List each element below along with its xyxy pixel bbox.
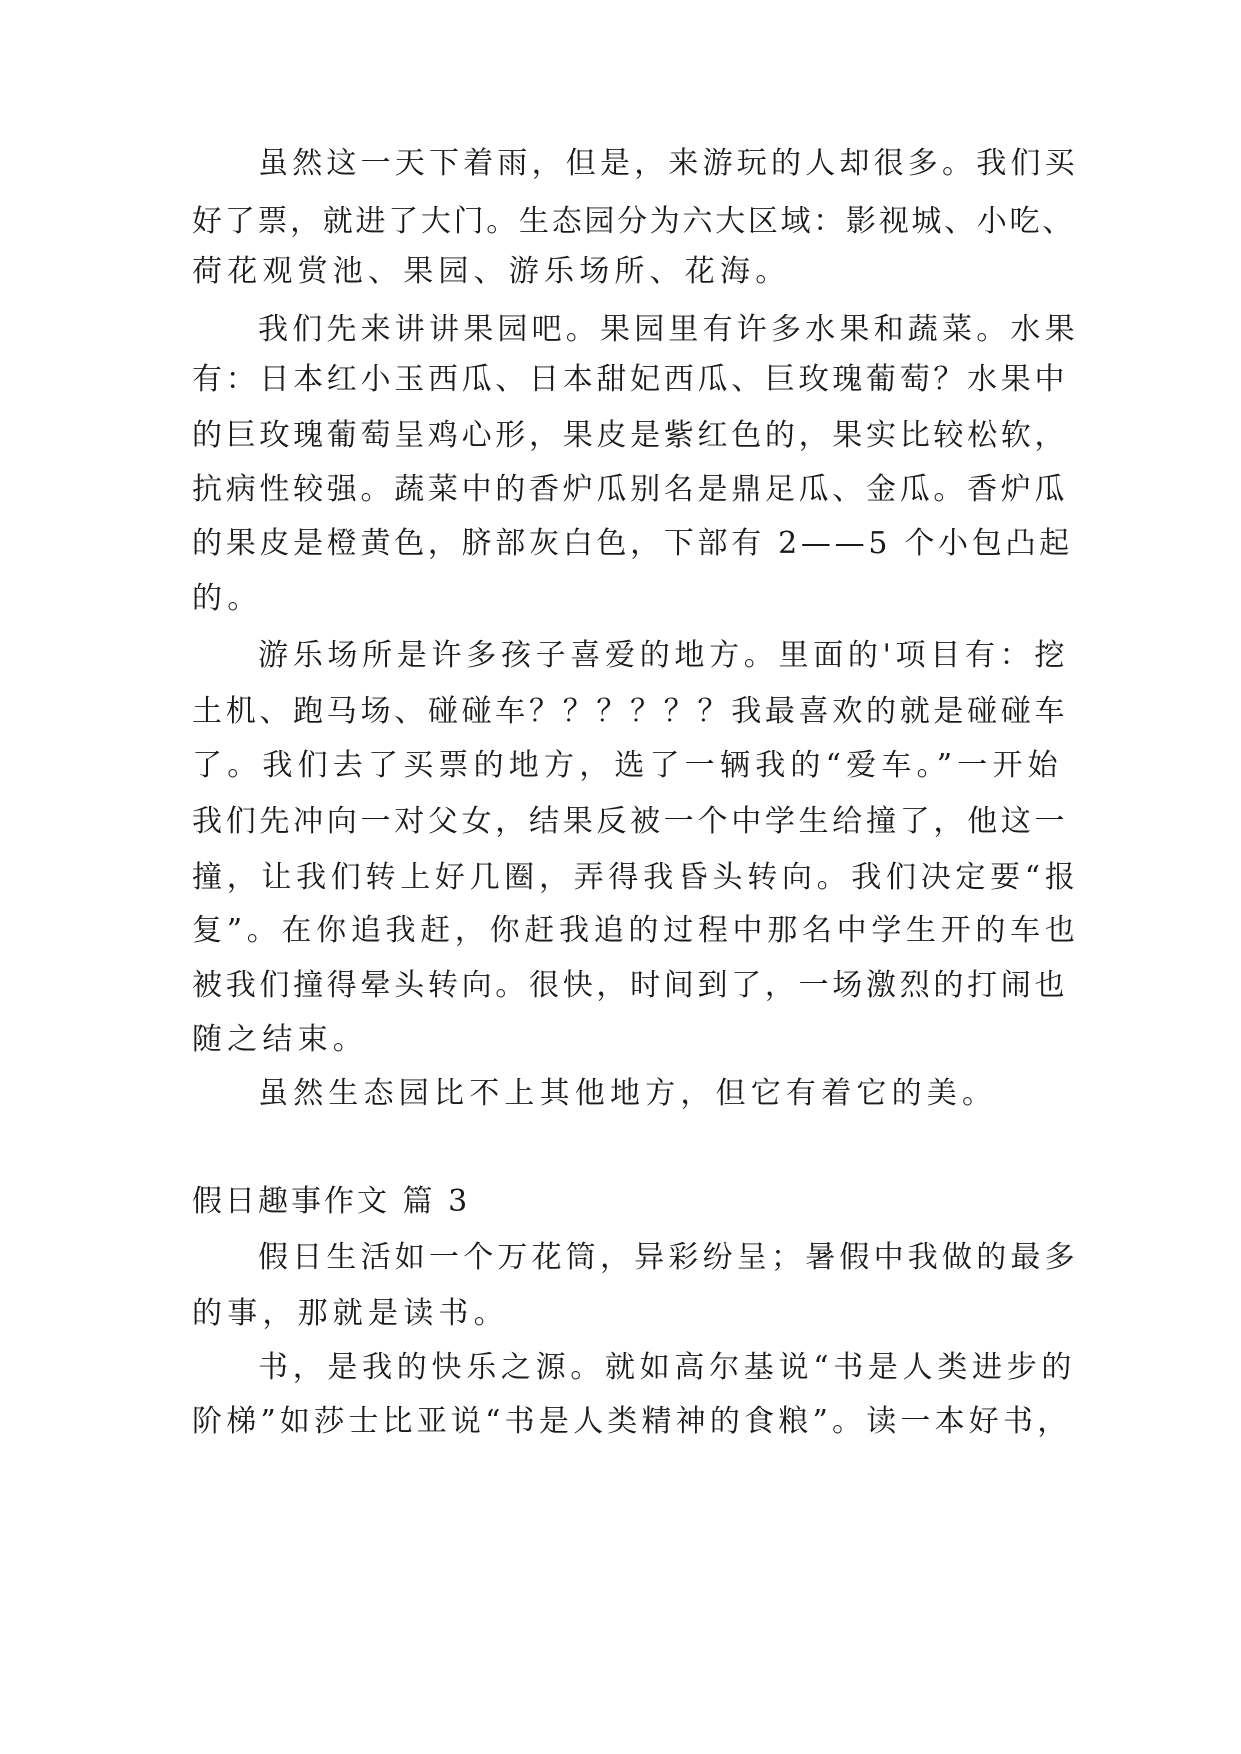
text-line: 虽然生态园比不上其他地方，但它有着它的美。 bbox=[258, 1076, 998, 1111]
text-line: 荷花观赏池、果园、游乐场所、花海。 bbox=[192, 254, 791, 289]
text-line: 被我们撞得晕头转向。很快，时间到了，一场激烈的打闹也 bbox=[192, 968, 1069, 1003]
text-line: 的巨玫瑰葡萄呈鸡心形，果皮是紫红色的，果实比较松软， bbox=[192, 418, 1069, 453]
text-line: 书，是我的快乐之源。就如高尔基说“书是人类进步的 bbox=[258, 1350, 1077, 1385]
text-line: 的事，那就是读书。 bbox=[192, 1296, 509, 1331]
text-line: 虽然这一天下着雨，但是，来游玩的人却很多。我们买 bbox=[258, 146, 1079, 181]
text-line: 复”。在你追我赶，你赶我追的过程中那名中学生开的车也 bbox=[192, 913, 1080, 948]
text-line: 的果皮是橙黄色，脐部灰白色，下部有 2——5 个小包凸起 bbox=[192, 526, 1073, 561]
text-line: 阶梯”如莎士比亚说“书是人类精神的食粮”。读一本好书， bbox=[192, 1404, 1072, 1439]
text-line: 撞，让我们转上好几圈，弄得我昏头转向。我们决定要“报 bbox=[192, 860, 1080, 895]
text-line: 有：日本红小玉西瓜、日本甜妃西瓜、巨玫瑰葡萄？水果中 bbox=[192, 362, 1069, 397]
text-line: 抗病性较强。蔬菜中的香炉瓜别名是鼎足瓜、金瓜。香炉瓜 bbox=[192, 472, 1069, 507]
text-line: 游乐场所是许多孩子喜爱的地方。里面的'项目有：挖 bbox=[258, 638, 1070, 673]
text-line: 我们先来讲讲果园吧。果园里有许多水果和蔬菜。水果 bbox=[258, 312, 1079, 347]
text-line: 随之结束。 bbox=[192, 1022, 368, 1057]
text-line: 好了票，就进了大门。生态园分为六大区域：影视城、小吃、 bbox=[192, 204, 1075, 239]
text-line: 假日生活如一个万花筒，异彩纷呈；暑假中我做的最多 bbox=[258, 1240, 1079, 1275]
section-heading: 假日趣事作文 篇 3 bbox=[192, 1184, 471, 1219]
text-line: 土机、跑马场、碰碰车？？？？？？我最喜欢的就是碰碰车 bbox=[192, 694, 1069, 729]
text-line: 的。 bbox=[192, 581, 263, 616]
text-line: 了。我们去了买票的地方，选了一辆我的“爱车。”一开始 bbox=[192, 748, 1063, 783]
text-line: 我们先冲向一对父女，结果反被一个中学生给撞了，他这一 bbox=[192, 804, 1069, 839]
